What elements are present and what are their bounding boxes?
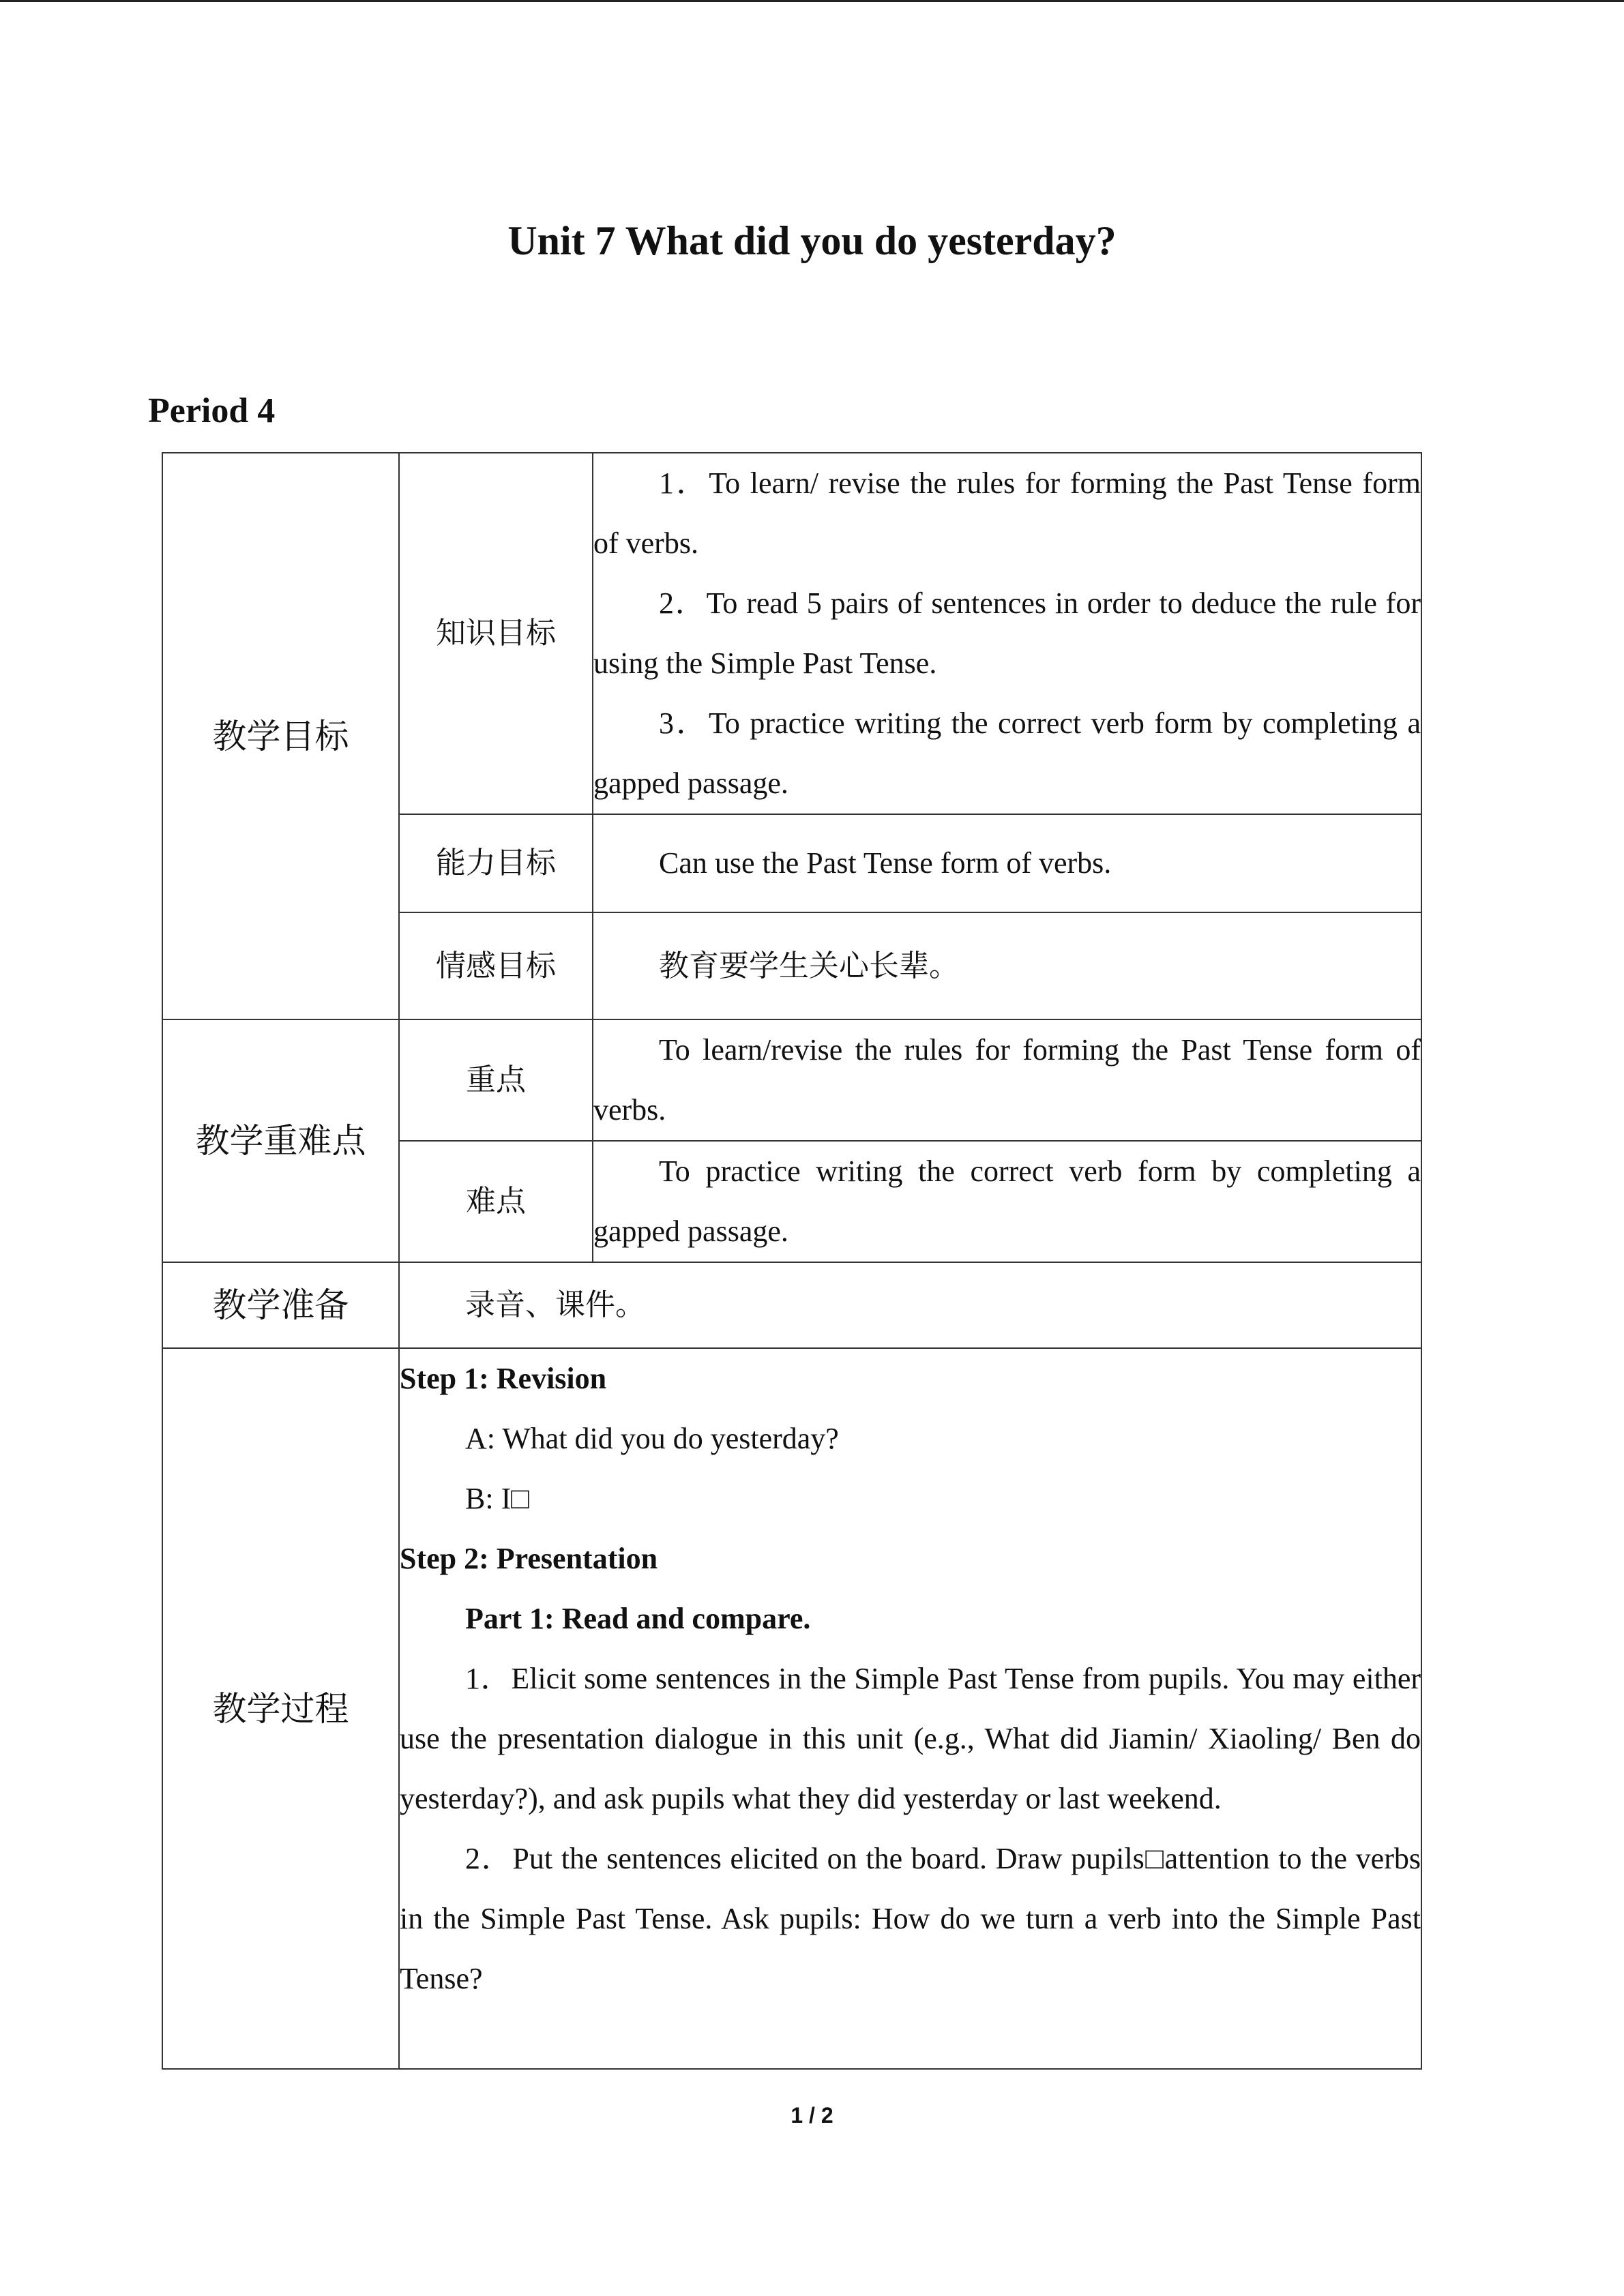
difficulty-label: 难点	[399, 1141, 593, 1262]
process-content	[399, 1348, 1421, 2069]
page-number: 1 / 2	[791, 2103, 833, 2128]
focus-content	[593, 1019, 1421, 1141]
lesson-plan-table	[162, 452, 1422, 2070]
focus-text: To learn/revise the rules for forming the Past Tense form of verbs.	[593, 1033, 1421, 1127]
dialogue-a: A: What did you do yesterday?	[465, 1422, 839, 1455]
knowledge-objectives-label: 知识目标	[399, 453, 593, 814]
knowledge-item: 2．To read 5 pairs of sentences in order to deduce the rule for using the Simple Past Tense.	[593, 586, 1421, 680]
period-heading: Period 4	[148, 391, 276, 430]
table-row	[162, 1019, 1421, 1141]
ability-text: Can use the Past Tense form of verbs.	[659, 846, 1112, 880]
preparation-text: 录音、课件。	[465, 1287, 645, 1322]
emotion-objectives-content	[593, 912, 1421, 1019]
emotion-objectives-label: 情感目标	[399, 912, 593, 1019]
process-item-1: 1．Elicit some sentences in the Simple Past Tense from pupils. You may either use the presentation dialogue in this unit (e.g., What did Jiamin/ Xiaoling/ Ben do yesterday?), and ask pupils what they did yesterday or last weekend.	[400, 1662, 1421, 1815]
preparation-label: 教学准备	[162, 1262, 399, 1348]
difficulty-content	[593, 1141, 1421, 1262]
emotion-text: 教育要学生关心长辈。	[659, 948, 959, 983]
table-row	[162, 1348, 1421, 2069]
objectives-label: 教学目标	[162, 453, 399, 1019]
dialogue-b: B: I□	[465, 1482, 529, 1515]
process-item-2: 2．Put the sentences elicited on the board. Draw pupils□attention to the verbs in the Simple Past Tense. Ask pupils: How do we turn a verb into the Simple Past Tense?	[400, 1842, 1421, 1995]
step1-heading: Step 1: Revision	[400, 1362, 607, 1395]
knowledge-item: 3．To practice writing the correct verb form by completing a gapped passage.	[593, 706, 1421, 800]
knowledge-objectives-content	[593, 453, 1421, 814]
document-title: Unit 7 What did you do yesterday?	[507, 218, 1117, 263]
ability-objectives-label: 能力目标	[399, 814, 593, 912]
table-row	[162, 1262, 1421, 1348]
key-points-label: 教学重难点	[162, 1019, 399, 1262]
ability-objectives-content	[593, 814, 1421, 912]
preparation-content	[399, 1262, 1421, 1348]
focus-label: 重点	[399, 1019, 593, 1141]
step2-heading: Step 2: Presentation	[400, 1542, 658, 1575]
table-row	[162, 453, 1421, 814]
part1-heading: Part 1: Read and compare.	[465, 1602, 811, 1635]
difficulty-text: To practice writing the correct verb form by completing a gapped passage.	[593, 1154, 1421, 1248]
process-label: 教学过程	[162, 1348, 399, 2069]
top-border-rule	[0, 0, 1624, 2]
knowledge-item: 1．To learn/ revise the rules for forming the Past Tense form of verbs.	[593, 466, 1421, 560]
